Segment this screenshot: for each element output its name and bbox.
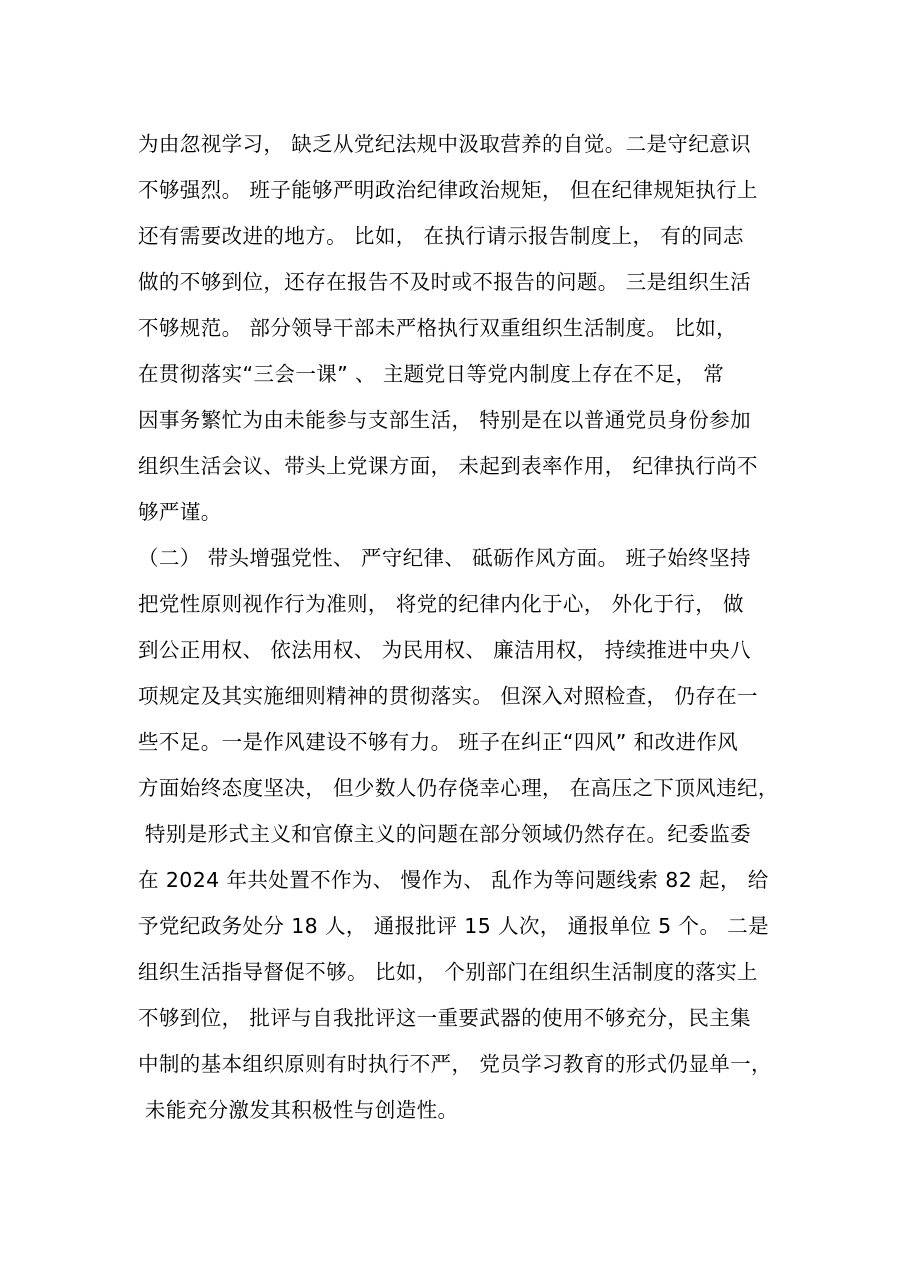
- text-line: 组织生活指导督促不够。 比如， 个别部门在组织生活制度的落实上: [138, 960, 758, 984]
- text-line: 项规定及其实施细则精神的贯彻落实。 但深入对照检查， 仍存在一: [138, 684, 758, 708]
- text-line: 未能充分激发其积极性与创造性。: [138, 1098, 459, 1122]
- text-line: 不够强烈。 班子能够严明政治纪律政治规矩， 但在纪律规矩执行上: [138, 178, 758, 202]
- document-body: [138, 124, 788, 1136]
- text-line: 方面始终态度坚决， 但少数人仍存侥幸心理， 在高压之下顶风违纪，: [138, 776, 779, 800]
- text-line: 到公正用权、 依法用权、 为民用权、 廉洁用权， 持续推进中央八: [138, 638, 751, 662]
- text-line: 些不足。一是作风建设不够有力。 班子在纠正“四风” 和改进作风: [138, 730, 739, 754]
- section-heading-line: （二） 带头增强党性、 严守纪律、 砥砺作风方面。 班子始终坚持: [138, 546, 751, 570]
- text-line: 中制的基本组织原则有时执行不严， 党员学习教育的形式仍显单一，: [138, 1052, 772, 1076]
- text-line: 在贯彻落实“三会一课” 、 主题党日等党内制度上存在不足， 常: [138, 362, 725, 386]
- text-line: 在 2024 年共处置不作为、 慢作为、 乱作为等问题线索 82 起， 给: [138, 868, 769, 892]
- text-line: 不够规范。 部分领导干部未严格执行双重组织生活制度。 比如，: [138, 316, 738, 340]
- text-line: 做的不够到位，还存在报告不及时或不报告的问题。 三是组织生活: [138, 270, 752, 294]
- text-line: 不够到位， 批评与自我批评这一重要武器的使用不够充分，民主集: [138, 1006, 752, 1030]
- text-line: 够严谨。: [138, 500, 222, 524]
- text-line: 把党性原则视作行为准则， 将党的纪律内化于心， 外化于行， 做: [138, 592, 744, 616]
- text-line: 因事务繁忙为由未能参与支部生活， 特别是在以普通党员身份参加: [138, 408, 752, 432]
- text-line: 还有需要改进的地方。 比如， 在执行请示报告制度上， 有的同志: [138, 224, 744, 248]
- text-line: 组织生活会议、带头上党课方面， 未起到表率作用， 纪律执行尚不: [138, 454, 758, 478]
- text-line: 予党纪政务处分 18 人， 通报批评 15 人次， 通报单位 5 个。 二是: [138, 914, 770, 938]
- text-line: 为由忽视学习， 缺乏从党纪法规中汲取营养的自觉。二是守纪意识: [138, 132, 752, 156]
- text-line: 特别是形式主义和官僚主义的问题在部分领域仍然存在。纪委监委: [138, 822, 752, 846]
